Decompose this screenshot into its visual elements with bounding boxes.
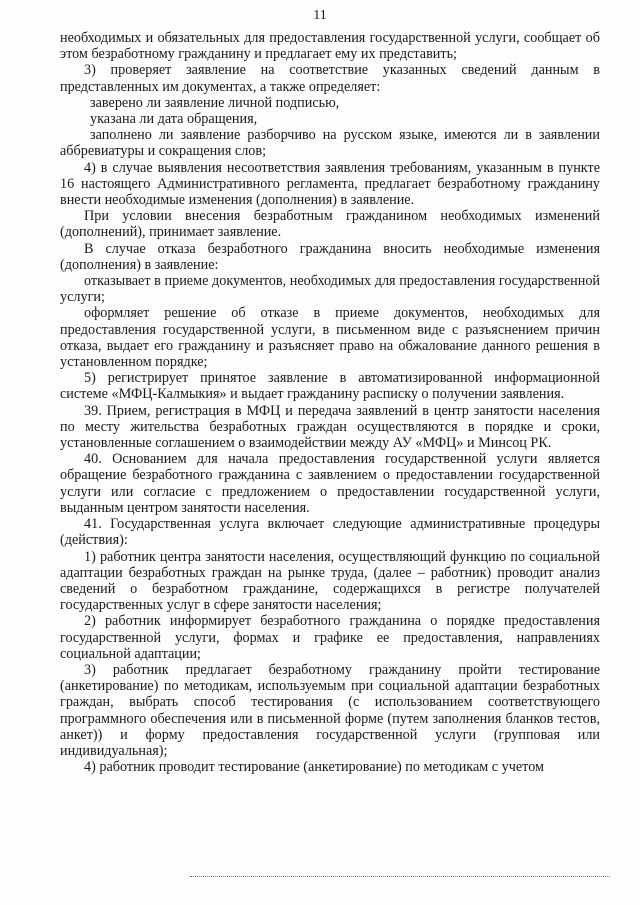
paragraph: указана ли дата обращения, (90, 111, 258, 128)
paragraph: В случае отказа безработного гражданина вносить необходимые изменения (дополнения) в заявление: (60, 240, 600, 273)
paragraph: 4) работник проводит тестирование (анкетирование) по методикам с учетом (84, 759, 544, 776)
paragraph: 3) проверяет заявление на соответствие указанных сведений данным в представленных им документах, а также определяет: (60, 62, 600, 95)
paragraph: 39. Прием, регистрация в МФЦ и передача заявлений в центр занятости населения по месту жительства безработных граждан осуществляются в порядке и сроки, установленные соглашением о взаимодействии между АУ «МФЦ» и Минсоц РК. (60, 402, 600, 452)
paragraph: оформляет решение об отказе в приеме документов, необходимых для предоставления государственной услуги, в письменном виде с разъяснением причин отказа, выдает его гражданину и разъясняет право на обжалование данного решения в установленном порядке; (60, 305, 600, 371)
paragraph: 41. Государственная услуга включает следующие административные процедуры (действия): (60, 516, 600, 549)
paragraph: 40. Основанием для начала предоставления государственной услуги является обращение безработного гражданина с заявлением о предоставлении государственной услуги или согласие с предложением о предоставлении государственной услуги, выданным центром занятости населения. (60, 451, 600, 516)
paragraph: 2) работник информирует безработного гражданина о порядке предоставления государственной услуги, формах и графике ее предоставления, направлениях социальной адаптации; (60, 613, 600, 662)
paragraph: заверено ли заявление личной подписью, (90, 94, 340, 111)
paragraph: 5) регистрирует принятое заявление в автоматизированной информационной системе «МФЦ-Калмыкия» и выдает гражданину расписку о получении заявления. (60, 370, 600, 403)
paragraph: При условии внесения безработным гражданином необходимых изменений (дополнений), принимает заявление. (60, 208, 600, 241)
paragraph: 4) в случае выявления несоответствия заявления требованиям, указанным в пункте 16 настоящего Административного регламента, предлагает безработному гражданину внести необходимые изменения (дополнения) в заявление. (60, 159, 600, 209)
paragraph: необходимых и обязательных для предоставления государственной услуги, сообщает об этом безработному гражданину и предлагает ему их представить; (60, 30, 600, 63)
document-body (60, 30, 600, 775)
paragraph: 3) работник предлагает безработному гражданину пройти тестирование (анкетирование) по методикам, используемым при социальной адаптации безработных граждан, выбрать способ тестирования (с использованием соответствующего программного обеспечения или в письменной форме (путем заполнения бланков тестов, анкет)) и форму предоставления государственной услуги (групповая или индивидуальная); (60, 661, 600, 759)
paragraph: 1) работник центра занятости населения, осуществляющий функцию по социальной адаптации безработных граждан на рынке труда, (далее – работник) проводит анализ сведений о безработном гражданине, содержащихся в регистре получателей государственных услуг в сфере занятости населения; (60, 548, 600, 614)
page-bottom-rule (190, 876, 610, 877)
page-number: 11 (313, 8, 327, 23)
paragraph: заполнено ли заявление разборчиво на русском языке, имеются ли в заявлении аббревиатуры и сокращения слов; (60, 127, 600, 160)
paragraph: отказывает в приеме документов, необходимых для предоставления государственной услуги; (60, 273, 600, 306)
